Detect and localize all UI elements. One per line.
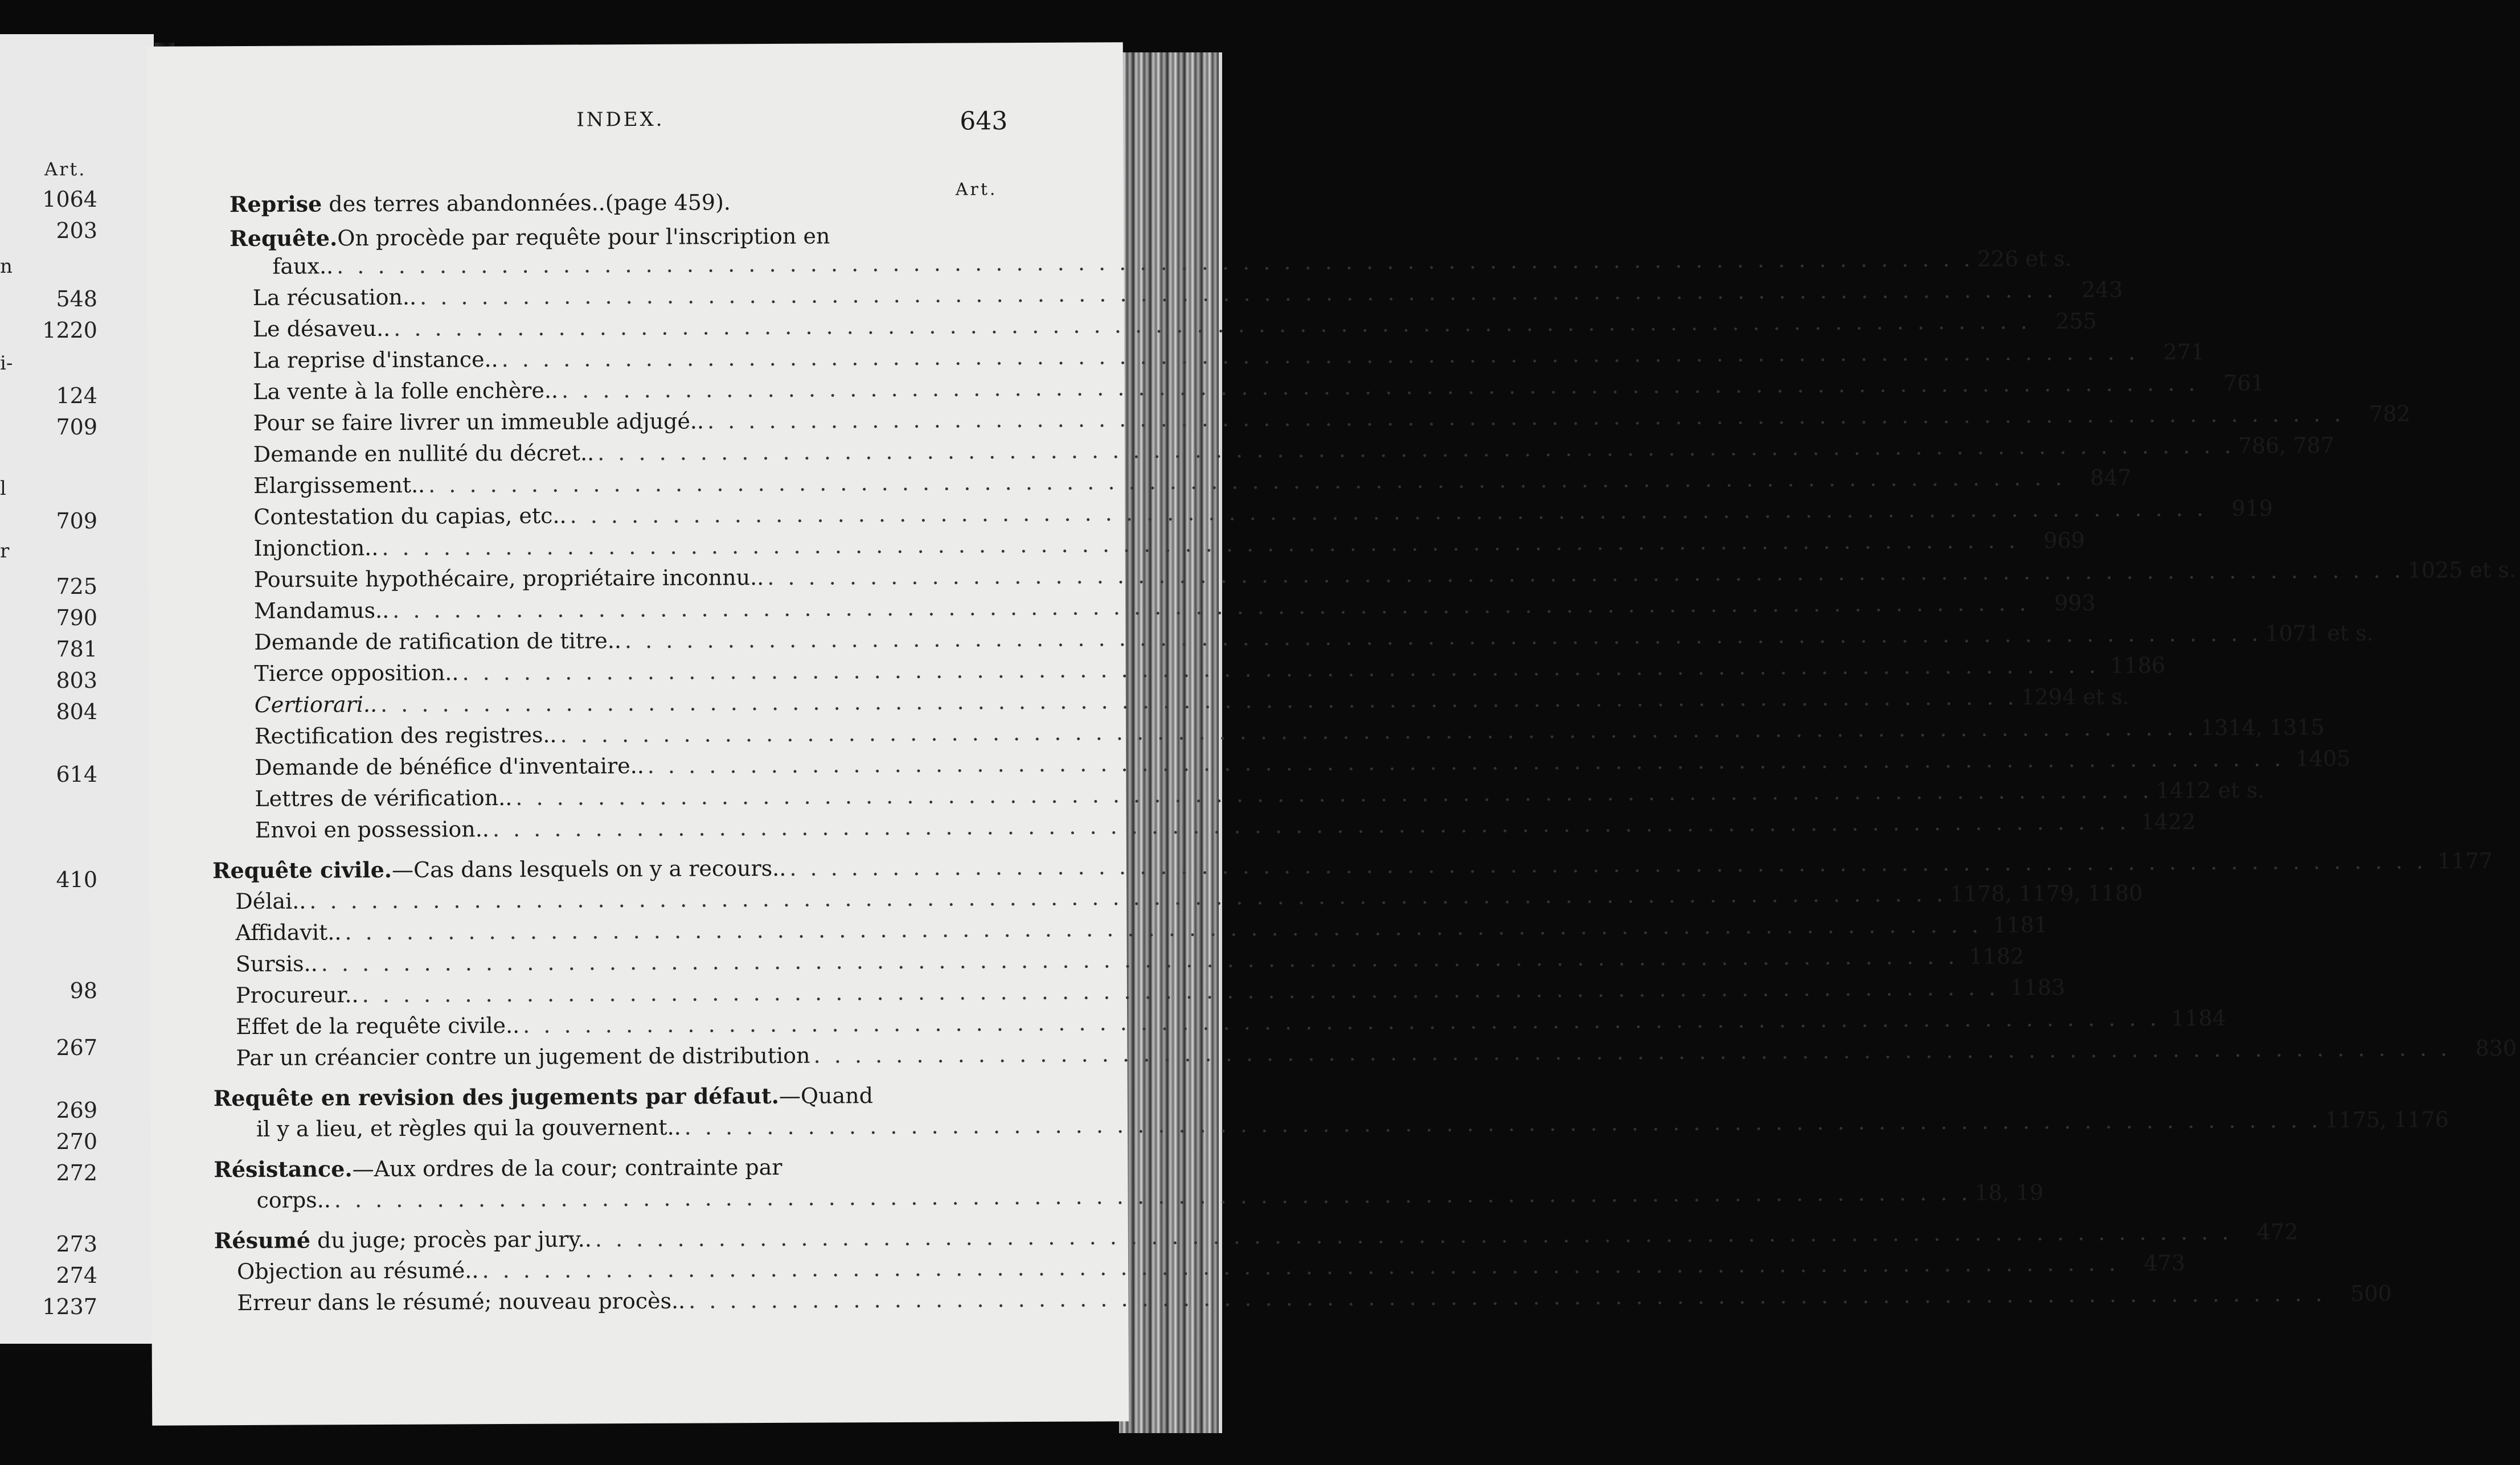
index-entry [253, 557, 2517, 592]
entry-label [235, 920, 341, 945]
entry-article-ref: 786, 787 [2238, 432, 2335, 458]
index-entry [253, 432, 2335, 467]
entry-text: Rectification des registres.. [254, 722, 557, 749]
dot-leader: . . . . . . . . . . . . . . . . . . . . . . . . . . . . . . . . . . . . . . . . . . . . . . . . . . . . . . . . . . . . . . . . . . . . . . . . . . . . . . . . [420, 277, 2057, 310]
dot-leader: . . . . . . . . . . . . . . . . . . . . . . . . . . . . . . . . . . . . . . . . . . . . . . . . . . . . . . . . . . . . . . . . . . . . . . . . . . . . . . . . [595, 1219, 2232, 1252]
entry-article-ref: 1181 [1993, 912, 2048, 938]
entry-article-ref: 1177 [2437, 848, 2493, 874]
art-column-header: Art. [955, 179, 998, 200]
left-page-number: 203 [56, 218, 97, 243]
left-page-fragment: i- [0, 352, 13, 375]
left-page-number: 781 [56, 637, 97, 662]
entry-label [253, 473, 425, 498]
entry-article-ref: 1025 et s. [2407, 557, 2517, 583]
index-entry [253, 370, 2265, 404]
entry-label [256, 1187, 331, 1213]
entry-text: du juge; procès par jury.. [310, 1226, 592, 1253]
entry-text: Tierce opposition.. [254, 660, 459, 686]
dot-leader: . . . . . . . . . . . . . . . . . . . . . . . . . . . . . . . . . . . . . . . . . . . . . . . . . . . . . . . . . . . . . . . . . . . . . . . . . . . . . . . . [501, 339, 2139, 372]
dot-leader: . . . . . . . . . . . . . . . . . . . . . . . . . . . . . . . . . . . . . . . . . . . . . . . . . . . . . . . . . . . . . . . . . . . . . . . . . . . . . . . . [689, 1281, 2326, 1314]
dot-leader: . . . . . . . . . . . . . . . . . . . . . . . . . . . . . . . . . . . . . . . . . . . . . . . . . . . . . . . . . . . . . . . . . . . . . . . . . . . . . . . . [597, 433, 2235, 466]
dot-leader: . . . . . . . . . . . . . . . . . . . . . . . . . . . . . . . . . . . . . . . . . . . . . . . . . . . . . . . . . . . . . . . . . . . . . . . . . . . . . . . . [337, 246, 1974, 279]
left-page-number: 269 [56, 1098, 97, 1123]
entry-label [236, 982, 359, 1008]
index-entry [253, 465, 2132, 498]
dot-leader: . . . . . . . . . . . . . . . . . . . . . . . . . . . . . . . . . . . . . . . . . . . . . . . . . . . . . . . . . . . . . . . . . . . . . . . . . . . . . . . . [382, 528, 2019, 560]
left-page-number: 1237 [42, 1294, 97, 1319]
entry-text: Envoi en possession.. [255, 816, 490, 843]
index-entry [236, 1035, 2517, 1071]
entry-label [237, 1288, 685, 1315]
entry-label [253, 285, 417, 310]
entry-article-ref: 500 [2350, 1281, 2392, 1306]
entry-text: Demande de bénéfice d'inventaire.. [255, 753, 644, 780]
entry-text: La vente à la folle enchère.. [253, 377, 559, 404]
entry-article-ref: 830 [2475, 1035, 2517, 1061]
dot-leader: . . . . . . . . . . . . . . . . . . . . . . . . . . . . . . . . . . . . . . . . . . . . . . . . . . . . . . . . . . . . . . . . . . . . . . . . . . . . . . . . [647, 746, 2285, 778]
entry-article-ref: 1182 [1969, 943, 2025, 969]
index-entry [235, 912, 2048, 946]
dot-leader: . . . . . . . . . . . . . . . . . . . . . . . . . . . . . . . . . . . . . . . . . . . . . . . . . . . . . . . . . . . . . . . . . . . . . . . . . . . . . . . . [392, 590, 2030, 623]
dot-leader: . . . . . . . . . . . . . . . . . . . . . . . . . . . . . . . . . . . . . . . . . . . . . . . . . . . . . . . . . . . . . . . . . . . . . . . . . . . . . . . . [789, 848, 2427, 881]
entry-label [254, 598, 389, 623]
entry-article-ref: 1186 [2110, 653, 2166, 678]
entry-label [253, 503, 566, 530]
dot-leader: . . . . . . . . . . . . . . . . . . . . . . . . . . . . . . . . . . . . . . . . . . . . . . . . . . . . . . . . . . . . . . . . . . . . . . . . . . . . . . . . [560, 715, 2198, 748]
entry-label [214, 1226, 592, 1253]
dot-leader: . . . . . . . . . . . . . . . . . . . . . . . . . . . . . . . . . . . . . . . . . . . . . . . . . . . . . . . . . . . . . . . . . . . . . . . . . . . . . . . . [321, 943, 1958, 976]
entry-text: —Aux ordres de la cour; contrainte par [352, 1154, 782, 1182]
index-entry [235, 943, 2025, 977]
dot-leader: . . . . . . . . . . . . . . . . . . . . . . . . . . . . . . . . . . . . . . . . . . . . . . . . . . . . . . . . . . . . . . . . . . . . . . . . . . . . . . . . [813, 1036, 2451, 1068]
dot-leader: . . . . . . . . . . . . . . . . . . . . . . . . . . . . . . . . . . . . . . . . . . . . . . . . . . . . . . . . . . . . . . . . . . . . . . . . . . . . . . . . [362, 975, 1999, 1008]
entry-article-ref: 1178, 1179, 1180 [1949, 880, 2143, 906]
entry-text: Pour se faire livrer un immeuble adjugé.. [253, 408, 704, 436]
entry-label [255, 785, 512, 811]
entry-article-ref: 255 [2055, 308, 2097, 334]
left-page-number: 1064 [42, 187, 97, 212]
left-page-number: 803 [56, 668, 97, 693]
entry-text: On procède par requête pour l'inscription en [337, 223, 830, 251]
index-entry [272, 246, 2072, 279]
entry-label [253, 378, 558, 404]
index-entry [235, 975, 2066, 1008]
left-page-number: 272 [56, 1160, 97, 1185]
entry-text: Erreur dans le résumé; nouveau procès.. [237, 1288, 686, 1316]
entry-article-ref: 1412 et s. [2156, 777, 2265, 803]
index-entry [253, 401, 2411, 436]
left-page-number: 548 [56, 286, 97, 311]
entry-article-ref: 472 [2256, 1219, 2298, 1245]
entry-text: Par un créancier contre un jugement de distribution [236, 1043, 810, 1071]
entry-heading: Requête en revision des jugements par défaut. [213, 1082, 779, 1111]
entry-heading: Résistance. [214, 1156, 353, 1183]
entry-label [230, 190, 731, 217]
left-page-number: 274 [56, 1263, 97, 1288]
dot-leader: . . . . . . . . . . . . . . . . . . . . . . . . . . . . . . . . . . . . . . . . . . . . . . . . . . . . . . . . . . . . . . . . . . . . . . . . . . . . . . . . [462, 653, 2100, 686]
entry-label [253, 347, 498, 373]
entry-label [253, 535, 378, 561]
left-page-number: 1220 [42, 318, 97, 343]
dot-leader: . . . . . . . . . . . . . . . . . . . . . . . . . . . . . . . . . . . . . . . . . . . . . . . . . . . . . . . . . . . . . . . . . . . . . . . . . . . . . . . . [492, 809, 2130, 842]
dot-leader: . . . . . . . . . . . . . . . . . . . . . . . . . . . . . . . . . . . . . . . . . . . . . . . . . . . . . . . . . . . . . . . . . . . . . . . . . . . . . . . . [334, 1180, 1972, 1213]
index-entry [254, 653, 2166, 686]
index-entry [230, 189, 731, 217]
entry-article-ref: 1175, 1176 [2325, 1107, 2449, 1133]
dot-leader: . . . . . . . . . . . . . . . . . . . . . . . . . . . . . . . . . . . . . . . . . . . . . . . . . . . . . . . . . . . . . . . . . . . . . . . . . . . . . . . . [394, 309, 2031, 341]
left-page-number: 709 [56, 415, 97, 440]
index-entry [253, 590, 2096, 623]
entry-label [256, 1115, 681, 1142]
dot-leader: . . . . . . . . . . . . . . . . . . . . . . . . . . . . . . . . . . . . . . . . . . . . . . . . . . . . . . . . . . . . . . . . . . . . . . . . . . . . . . . . [561, 371, 2199, 403]
index-entry [253, 527, 2085, 561]
index-entry [255, 809, 2196, 843]
index-entry [253, 339, 2205, 373]
running-head: INDEX. [576, 108, 665, 132]
dot-leader: . . . . . . . . . . . . . . . . . . . . . . . . . . . . . . . . . . . . . . . . . . . . . . . . . . . . . . . . . . . . . . . . . . . . . . . . . . . . . . . . [345, 912, 1982, 945]
entry-label [236, 1043, 810, 1070]
index-entry [255, 777, 2265, 811]
left-art-header: Art. [44, 158, 87, 180]
entry-heading: Requête civile. [212, 856, 392, 884]
entry-article-ref: 1314, 1315 [2201, 715, 2325, 741]
entry-label [255, 723, 557, 749]
entry-article-ref: 1405 [2295, 745, 2351, 772]
dot-leader: . . . . . . . . . . . . . . . . . . . . . . . . . . . . . . . . . . . . . . . . . . . . . . . . . . . . . . . . . . . . . . . . . . . . . . . . . . . . . . . . [309, 881, 1947, 914]
entry-article-ref: 993 [2054, 590, 2096, 616]
entry-text: Demande de ratification de titre.. [254, 628, 622, 655]
index-entry [256, 1107, 2449, 1142]
entry-label [272, 253, 333, 278]
left-page-number: 709 [56, 508, 97, 534]
entry-text: Certiorari.. [254, 691, 378, 717]
entry-heading: Reprise [229, 191, 322, 218]
dot-leader: . . . . . . . . . . . . . . . . . . . . . . . . . . . . . . . . . . . . . . . . . . . . . . . . . . . . . . . . . . . . . . . . . . . . . . . . . . . . . . . . [767, 557, 2404, 590]
left-page-number: 790 [56, 605, 97, 630]
entry-text: Le désaveu.. [252, 315, 391, 342]
left-page-number: 410 [56, 867, 97, 892]
dot-leader: . . . . . . . . . . . . . . . . . . . . . . . . . . . . . . . . . . . . . . . . . . . . . . . . . . . . . . . . . . . . . . . . . . . . . . . . . . . . . . . . [569, 495, 2207, 528]
entry-label [235, 889, 306, 914]
left-page-number: 804 [56, 699, 97, 724]
entry-article-ref: 761 [2223, 370, 2265, 396]
left-page-number: 273 [56, 1232, 97, 1257]
index-entry [212, 848, 2493, 884]
entry-article-ref: 1422 [2140, 809, 2196, 835]
entry-text: Affidavit.. [235, 920, 342, 946]
entry-text: Demande en nullité du décret.. [253, 440, 595, 467]
left-page-number: 124 [56, 383, 97, 408]
index-entry [237, 1281, 2392, 1316]
entry-label [236, 1013, 519, 1039]
entry-label [255, 753, 644, 780]
entry-article-ref: 271 [2163, 339, 2205, 365]
entry-text: —Quand [778, 1083, 874, 1109]
entry-label [236, 951, 318, 976]
entry-text: Délai.. [235, 888, 306, 914]
entry-text: Contestation du capias, etc.. [253, 503, 567, 530]
entry-text: Effet de la requête civile.. [236, 1012, 520, 1040]
entry-text: La reprise d'instance.. [253, 347, 498, 373]
index-entry [254, 620, 2374, 655]
entry-article-ref: 1184 [2170, 1005, 2226, 1031]
entry-article-ref: 1294 et s. [2021, 684, 2129, 710]
entry-label [254, 660, 458, 686]
left-page-number: 267 [56, 1035, 97, 1060]
entry-text: des terres abandonnées..(page 459). [322, 190, 731, 217]
entry-label [253, 316, 391, 342]
entry-article-ref: 473 [2144, 1250, 2186, 1276]
entry-text: il y a lieu, et règles qui la gouvernent.. [256, 1114, 681, 1142]
entry-article-ref: 18, 19 [1974, 1180, 2044, 1205]
index-entry [256, 1180, 2044, 1213]
entry-label [212, 855, 786, 883]
dot-leader: . . . . . . . . . . . . . . . . . . . . . . . . . . . . . . . . . . . . . . . . . . . . . . . . . . . . . . . . . . . . . . . . . . . . . . . . . . . . . . . . [380, 684, 2018, 717]
index-entry [236, 1005, 2226, 1040]
index-entry [255, 745, 2351, 780]
index-entry [235, 880, 2143, 914]
entry-article-ref: 1183 [2010, 975, 2066, 1000]
entry-label [230, 224, 830, 252]
entry-heading: Résumé [214, 1227, 311, 1254]
dot-leader: . . . . . . . . . . . . . . . . . . . . . . . . . . . . . . . . . . . . . . . . . . . . . . . . . . . . . . . . . . . . . . . . . . . . . . . . . . . . . . . . [624, 621, 2262, 654]
index-entry [252, 308, 2097, 342]
entry-label [254, 565, 764, 592]
entry-text: Procureur.. [235, 982, 359, 1008]
entry-article-ref: 782 [2369, 401, 2411, 426]
entry-text: Elargissement.. [253, 472, 425, 498]
index-entry [253, 495, 2273, 530]
entry-label [253, 408, 704, 435]
index-page [146, 42, 2517, 1425]
entry-label [214, 1083, 873, 1111]
index-entry [237, 1250, 2186, 1285]
entry-article-ref: 969 [2043, 527, 2085, 553]
entry-text: Mandamus.. [253, 597, 390, 623]
entry-text: —Cas dans lesquels on y a recours.. [391, 855, 786, 883]
dot-leader: . . . . . . . . . . . . . . . . . . . . . . . . . . . . . . . . . . . . . . . . . . . . . . . . . . . . . . . . . . . . . . . . . . . . . . . . . . . . . . . . [684, 1107, 2322, 1140]
entry-text: Sursis.. [235, 951, 318, 977]
dot-leader: . . . . . . . . . . . . . . . . . . . . . . . . . . . . . . . . . . . . . . . . . . . . . . . . . . . . . . . . . . . . . . . . . . . . . . . . . . . . . . . . [482, 1250, 2120, 1283]
entry-text: faux.. [272, 253, 334, 279]
entry-article-ref: 243 [2081, 277, 2123, 302]
entry-article-ref: 1071 et s. [2265, 620, 2374, 646]
dot-leader: . . . . . . . . . . . . . . . . . . . . . . . . . . . . . . . . . . . . . . . . . . . . . . . . . . . . . . . . . . . . . . . . . . . . . . . . . . . . . . . . [428, 465, 2066, 498]
page-number: 643 [960, 106, 1008, 136]
left-page-number: 98 [69, 978, 97, 1003]
entry-article-ref: 226 et s. [1977, 246, 2072, 272]
entry-text: Injonction.. [253, 535, 379, 561]
dot-leader: . . . . . . . . . . . . . . . . . . . . . . . . . . . . . . . . . . . . . . . . . . . . . . . . . . . . . . . . . . . . . . . . . . . . . . . . . . . . . . . . [515, 778, 2153, 810]
entry-text: corps.. [256, 1187, 331, 1213]
index-entry [214, 1154, 782, 1182]
index-entry [214, 1219, 2298, 1254]
left-page-fragment: l [0, 477, 6, 500]
left-page-number: 725 [56, 574, 97, 599]
dot-leader: . . . . . . . . . . . . . . . . . . . . . . . . . . . . . . . . . . . . . . . . . . . . . . . . . . . . . . . . . . . . . . . . . . . . . . . . . . . . . . . . [523, 1006, 2160, 1038]
index-entry [230, 223, 830, 252]
entry-label [255, 692, 378, 717]
entry-label [255, 816, 489, 843]
left-page-number: 614 [56, 762, 97, 787]
entry-label [254, 628, 621, 655]
entry-article-ref: 847 [2090, 465, 2132, 490]
left-page-fragment: n [0, 255, 13, 278]
entry-article-ref: 919 [2231, 495, 2273, 521]
entry-heading: Requête. [230, 225, 338, 252]
entry-text: Poursuite hypothécaire, propriétaire inconnu.. [253, 565, 764, 592]
index-entry [252, 277, 2123, 310]
entry-text: Lettres de vérification.. [255, 785, 513, 811]
entry-label [237, 1258, 479, 1284]
left-page-number: 270 [56, 1129, 97, 1154]
entry-text: Objection au résumé.. [237, 1258, 479, 1285]
index-entry [254, 715, 2325, 749]
entry-label [253, 440, 595, 467]
dot-leader: . . . . . . . . . . . . . . . . . . . . . . . . . . . . . . . . . . . . . . . . . . . . . . . . . . . . . . . . . . . . . . . . . . . . . . . . . . . . . . . . [707, 401, 2345, 434]
entry-text: La récusation.. [252, 284, 417, 310]
index-entry [214, 1082, 873, 1111]
index-entry [254, 684, 2129, 717]
left-page-fragment: r [0, 540, 10, 563]
entry-label [214, 1155, 782, 1182]
